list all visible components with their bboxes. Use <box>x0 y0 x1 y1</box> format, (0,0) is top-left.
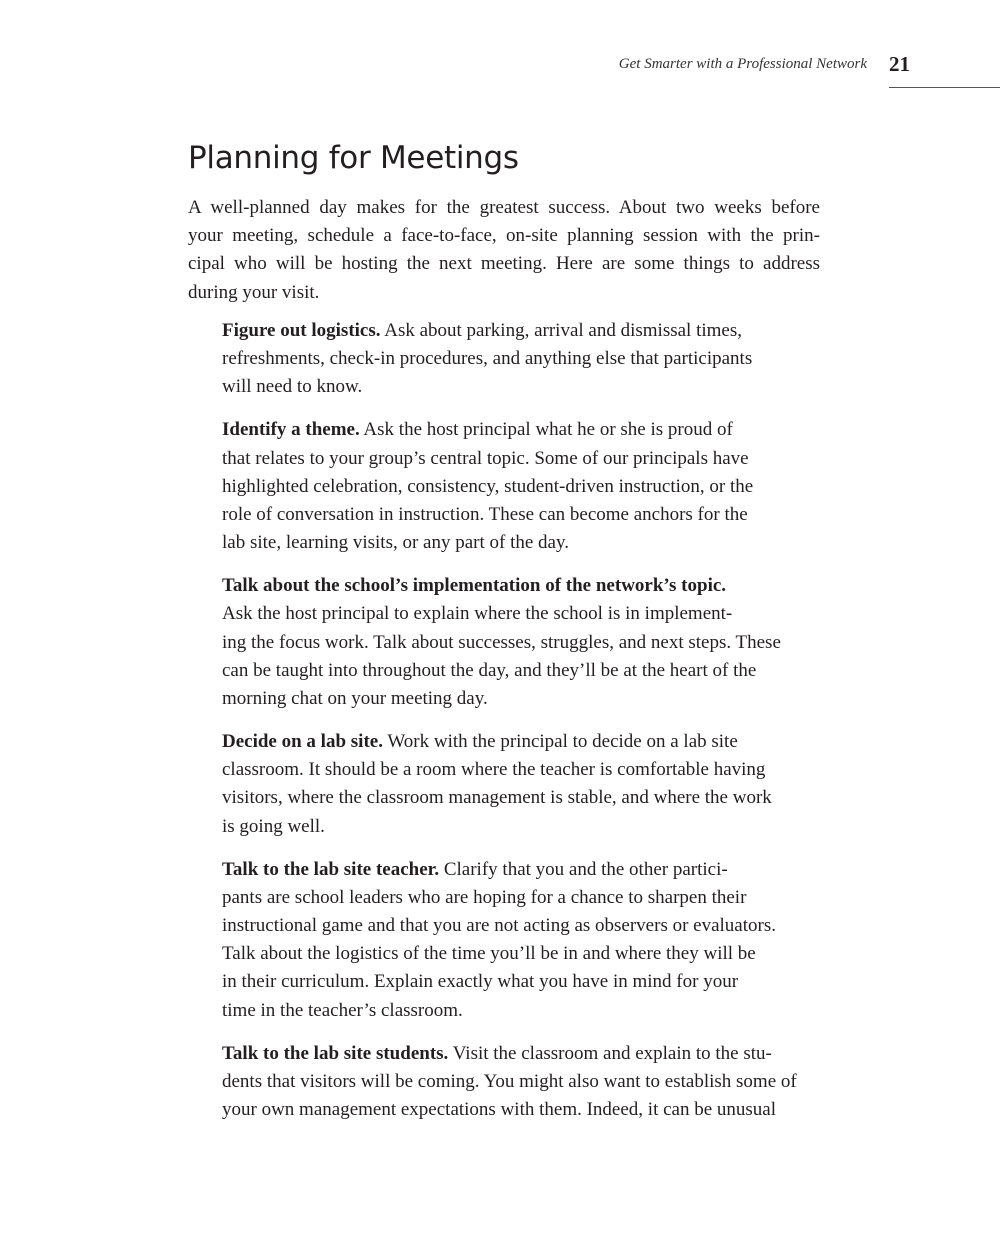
page-number: 21 <box>889 52 910 76</box>
intro-line: A well-planned day makes for the greatest success. About two weeks before <box>188 197 820 218</box>
item-list <box>222 317 822 1139</box>
item-line: instructional game and that you are not acting as observers or evaluators. <box>222 915 776 937</box>
intro-paragraph <box>188 194 820 307</box>
item-text: Clarify that you and the other partici- <box>439 858 728 880</box>
list-item <box>222 416 822 557</box>
item-line: will need to know. <box>222 376 363 398</box>
item-lead: Figure out logistics. <box>222 320 381 341</box>
item-lead: Talk about the school’s implementation of the network’s topic. <box>222 575 727 597</box>
item-line: refreshments, check-in procedures, and anything else that participants <box>222 348 753 370</box>
item-lead: Decide on a lab site. <box>222 731 383 753</box>
list-item <box>222 1040 822 1125</box>
list-item <box>222 856 822 1025</box>
intro-line: cipal who will be hosting the next meeting. Here are some things to address <box>188 253 820 275</box>
running-head-title: Get Smarter with a Professional Network <box>618 56 867 72</box>
item-line: in their curriculum. Explain exactly what you have in mind for your <box>222 971 739 993</box>
item-line: Ask the host principal to explain where the school is in implement- <box>222 603 733 625</box>
item-line: Talk about the logistics of the time you’ll be in and where they will be <box>222 943 756 965</box>
item-line: your own management expectations with them. Indeed, it can be unusual <box>222 1099 777 1121</box>
list-item <box>222 728 822 841</box>
list-item <box>222 317 822 402</box>
section-title: Planning for Meetings <box>188 140 519 176</box>
item-text: Visit the classroom and explain to the stu- <box>448 1042 772 1064</box>
item-line: highlighted celebration, consistency, student-driven instruction, or the <box>222 475 754 497</box>
item-lead: Talk to the lab site teacher. <box>222 858 440 880</box>
item-line: ing the focus work. Talk about successes, struggles, and next steps. These <box>222 631 781 653</box>
item-line: role of conversation in instruction. These can become anchors for the <box>222 504 748 526</box>
item-line: dents that visitors will be coming. You might also want to establish some of <box>222 1070 797 1092</box>
header-rule <box>889 87 1000 88</box>
item-text: Work with the principal to decide on a lab site <box>382 731 738 753</box>
item-line: lab site, learning visits, or any part of the day. <box>222 532 570 554</box>
item-line: that relates to your group’s central topic. Some of our principals have <box>222 447 749 469</box>
item-line: pants are school leaders who are hoping for a chance to sharpen their <box>222 886 747 908</box>
intro-line: your meeting, schedule a face-to-face, on-site planning session with the prin- <box>188 225 820 247</box>
item-lead: Talk to the lab site students. <box>222 1042 449 1064</box>
item-line: morning chat on your meeting day. <box>222 688 488 710</box>
item-text: Ask the host principal what he or she is proud of <box>359 419 733 441</box>
item-lead: Identify a theme. <box>222 419 360 441</box>
item-line: is going well. <box>222 815 325 837</box>
intro-line: during your visit. <box>188 281 320 303</box>
item-text: Ask about parking, arrival and dismissal times, <box>380 320 742 341</box>
item-line: visitors, where the classroom management is stable, and where the work <box>222 787 772 809</box>
item-line: classroom. It should be a room where the teacher is comfortable having <box>222 759 766 781</box>
list-item <box>222 572 822 713</box>
item-line: can be taught into throughout the day, and they’ll be at the heart of the <box>222 659 757 681</box>
item-line: time in the teacher’s classroom. <box>222 999 463 1021</box>
